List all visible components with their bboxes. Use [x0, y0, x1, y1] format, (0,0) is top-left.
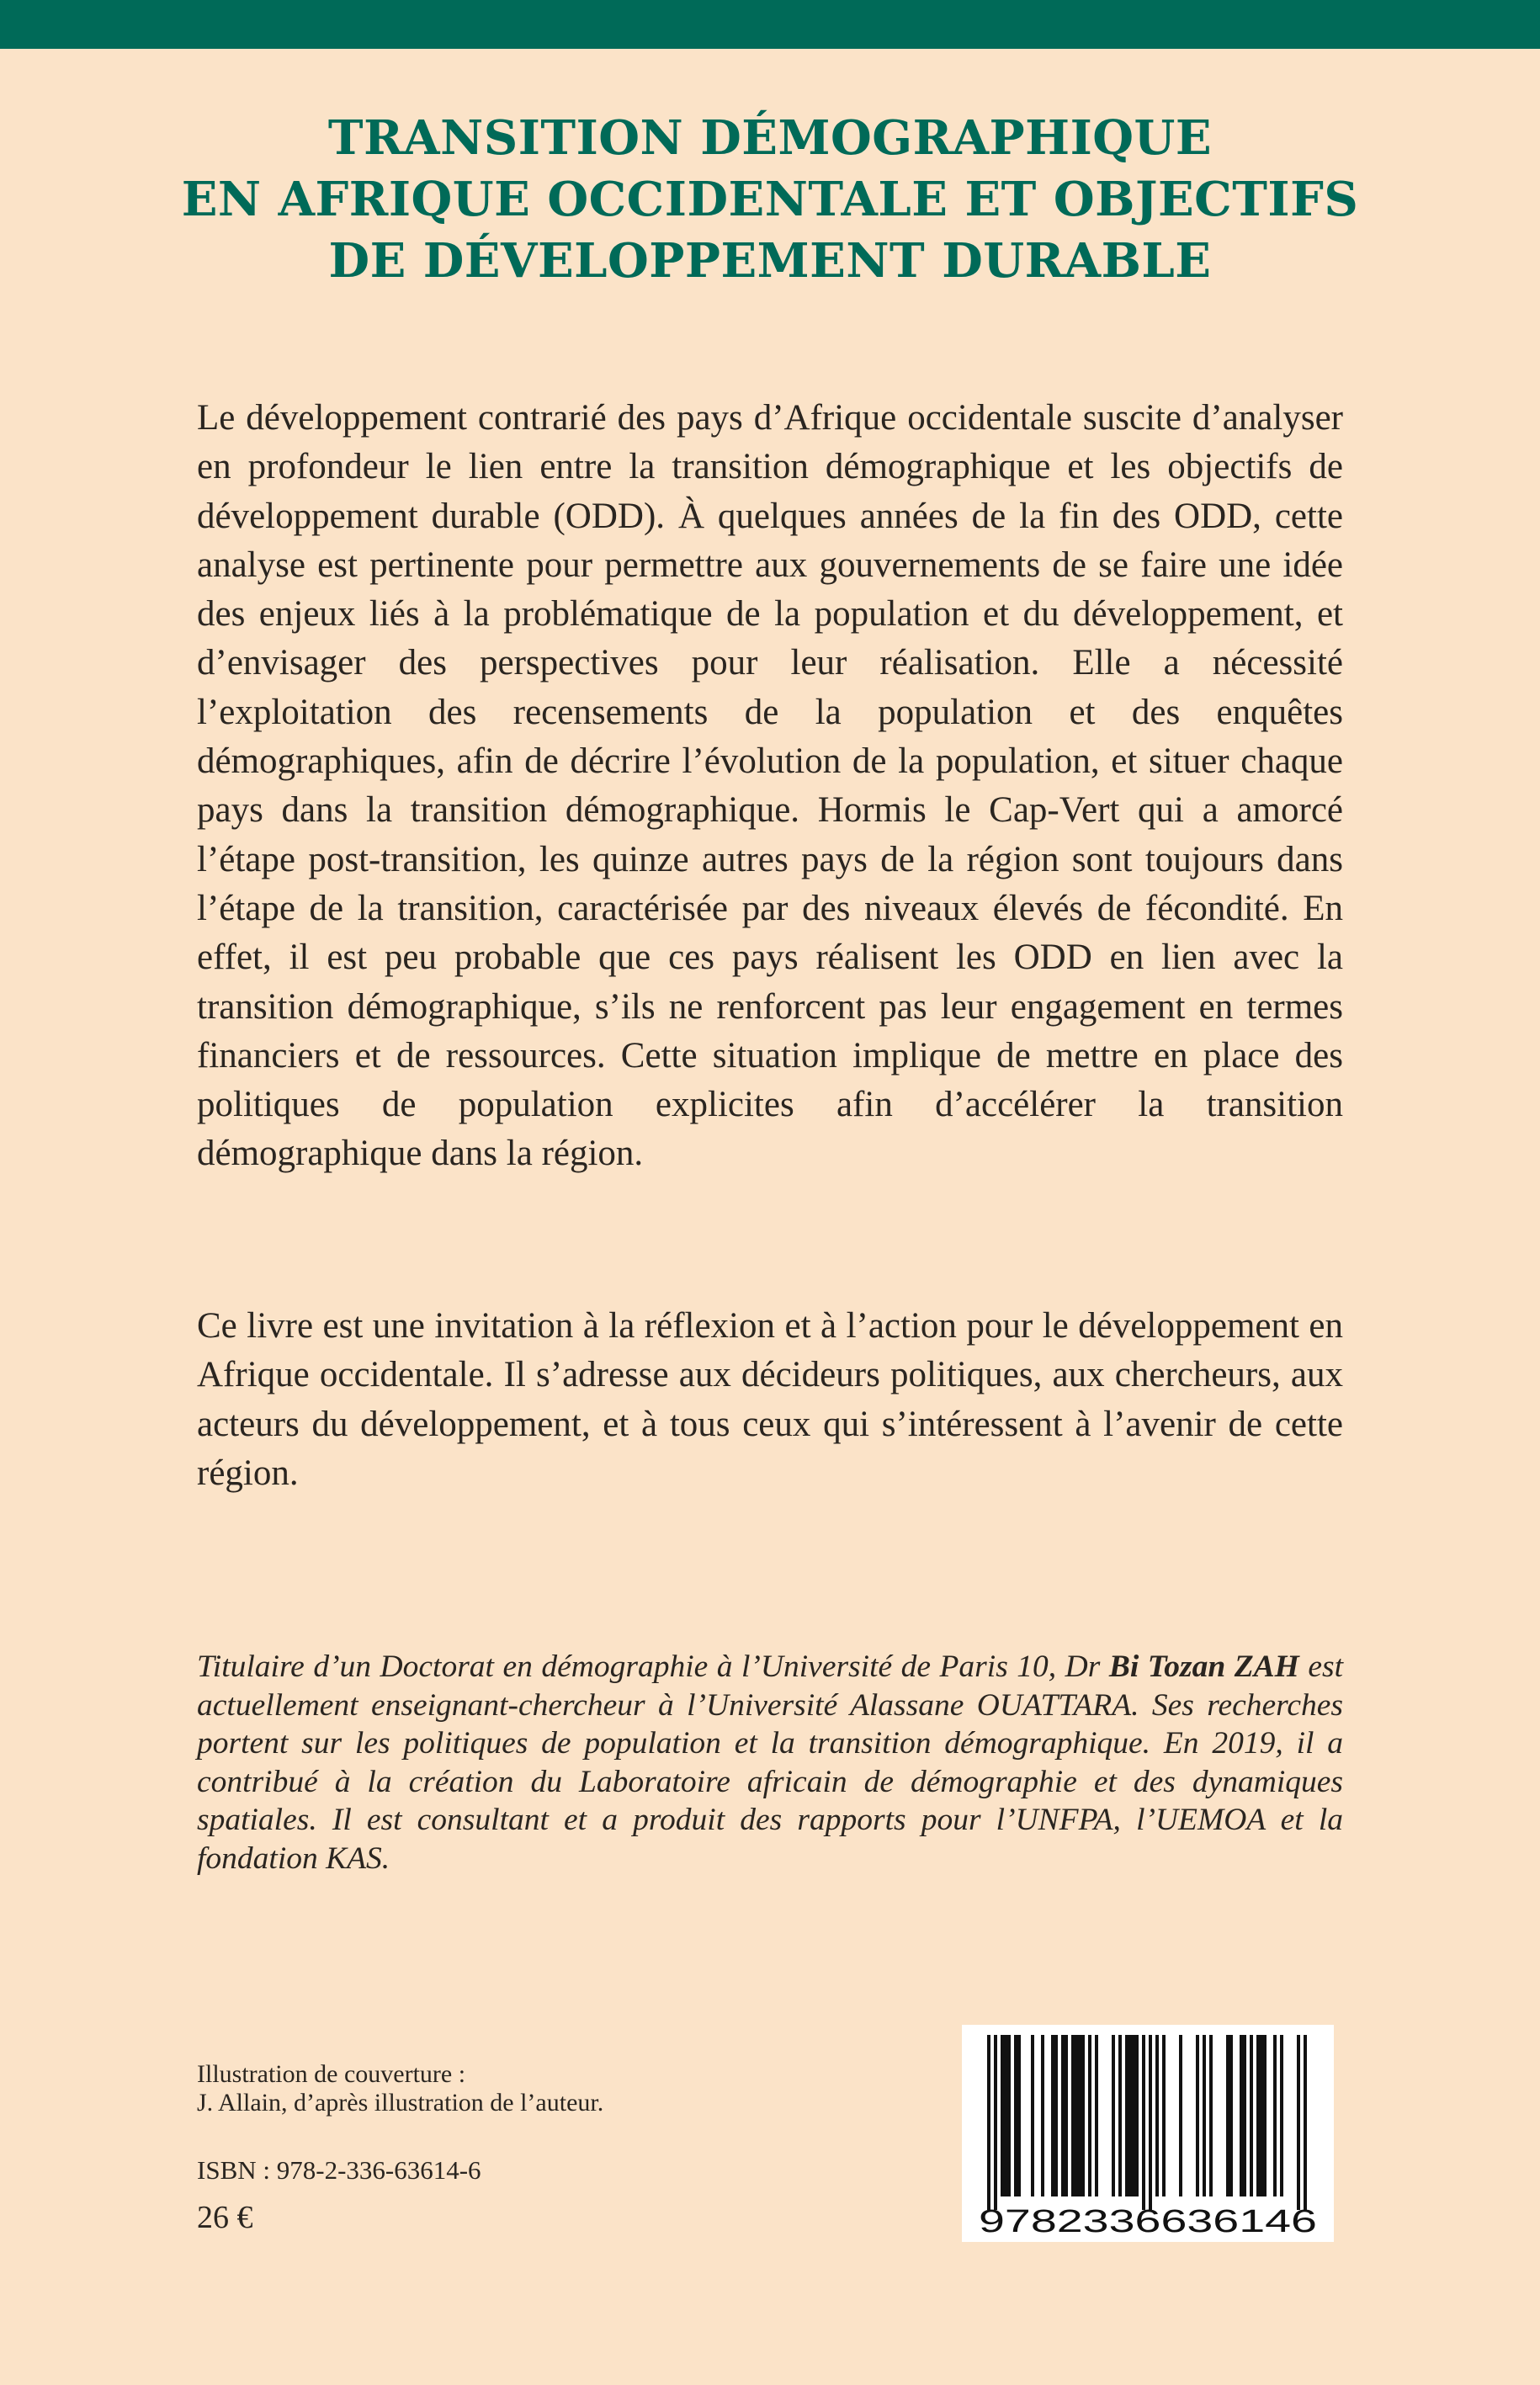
barcode-bar — [1014, 2035, 1017, 2196]
bio-rest: est actuellement enseignant-chercheur à l’Université Alassane OUATTARA. Ses recherches portent sur les politiques de population et la transition démographique. En 2019, il a contribué à la création du Laboratoire africain de démographie et des dynamiques spatiales. Il est consultant et a produit des rapports pour l’UNFPA, l’UEMOA et la fondation KAS. — [197, 1649, 1343, 1876]
book-title — [84, 108, 1456, 292]
barcode-bar — [1017, 2035, 1021, 2196]
illustration-credits — [197, 2060, 603, 2117]
barcode-bar — [1041, 2035, 1044, 2196]
barcode-bar — [1004, 2035, 1007, 2196]
barcode-bar — [1250, 2035, 1253, 2196]
barcode-bar — [1203, 2035, 1206, 2196]
barcode-bar — [1209, 2035, 1213, 2196]
barcode-bar — [1031, 2035, 1034, 2196]
barcode-bar — [1135, 2035, 1139, 2196]
barcode-bar — [1071, 2035, 1075, 2196]
barcode-bar — [1240, 2035, 1243, 2196]
barcode-graphic — [962, 2025, 1334, 2242]
barcode-bar — [1273, 2035, 1277, 2196]
summary-paragraph-2: Ce livre est une invitation à la réflexion et à l’action pour le développement en Afrique occidentale. Il s’adresse aux décideurs politiques, aux chercheurs, aux acteurs du développement, et à tous ceux qui s’intéressent à l’avenir de cette région. — [197, 1306, 1343, 1493]
barcode-bar — [994, 2035, 997, 2210]
summary-paragraph-1: Le développement contrarié des pays d’Afrique occidentale suscite d’analyser en profondeur le lien entre la transition démographique et les objectifs de développement durable (ODD). À quelques années de la fin des ODD, cette analyse est pertinente pour permettre aux gouvernements de se faire une idée des enjeux liés à la problématique de la population et du développement, et d’envisager des perspectives pour leur réalisation. Elle a nécessité l’exploitation des recensements de la population et des enquêtes démographiques, afin de décrire l’évolution de la population, et situer chaque pays dans la transition démographique. Hormis le Cap-Vert qui a amorcé l’étape post-transition, les quinze autres pays de la région sont toujours dans l’étape de la transition, caractérisée par des niveaux élevés de fécondité. En effet, il est peu probable que ces pays réalisent les ODD en lien avec la transition démographique, s’ils ne renforcent pas leur engagement en termes financiers et de ressources. Cette situation implique de mettre en place des politiques de population explicites afin d’accélérer la transition démographique dans la région. — [197, 398, 1343, 1174]
barcode-bar — [1162, 2035, 1166, 2196]
barcode-bar — [1155, 2035, 1159, 2196]
title-line-3: DE DÉVELOPPEMENT DURABLE — [328, 233, 1212, 289]
barcode-bar — [1088, 2035, 1091, 2196]
isbn-barcode — [962, 2025, 1334, 2242]
barcode-bar — [1304, 2035, 1307, 2210]
barcode-bar — [1081, 2035, 1085, 2196]
title-line-1: TRANSITION DÉMOGRAPHIQUE — [327, 110, 1213, 166]
barcode-bar — [1078, 2035, 1081, 2196]
title-line-2: EN AFRIQUE OCCIDENTALE ET OBJECTIFS — [181, 172, 1359, 227]
barcode-bar — [1054, 2035, 1058, 2196]
barcode-bar — [1229, 2035, 1233, 2196]
barcode-bar — [1196, 2035, 1199, 2196]
barcode-bar — [1112, 2035, 1115, 2196]
barcode-bar — [1142, 2035, 1145, 2210]
barcode-bar — [1149, 2035, 1152, 2210]
isbn-number: ISBN : 978-2-336-63614-6 — [197, 2155, 481, 2185]
bio-intro: Titulaire d’un Doctorat en démographie à l’Université de Paris 10, Dr — [197, 1649, 1109, 1684]
barcode-bar — [1260, 2035, 1263, 2196]
barcode-bar — [1256, 2035, 1260, 2196]
barcode-bar — [1065, 2035, 1068, 2196]
barcode-bar — [1226, 2035, 1229, 2196]
barcode-bar — [1128, 2035, 1132, 2196]
barcode-bar — [1095, 2035, 1098, 2196]
top-color-band — [0, 0, 1540, 49]
barcode-bar — [1061, 2035, 1065, 2196]
barcode-bar — [1007, 2035, 1011, 2196]
price: 26 € — [197, 2200, 253, 2235]
illustration-label: Illustration de couverture : — [197, 2060, 466, 2088]
barcode-bar — [1001, 2035, 1004, 2196]
barcode-digits: 9782336636146 — [979, 2204, 1317, 2239]
barcode-bar — [987, 2035, 990, 2210]
barcode-bar — [1243, 2035, 1246, 2196]
barcode-bar — [1263, 2035, 1267, 2196]
barcode-bar — [1132, 2035, 1135, 2196]
illustration-credit: J. Allain, d’après illustration de l’auteur. — [197, 2089, 604, 2117]
barcode-bar — [1297, 2035, 1300, 2210]
barcode-bar — [1179, 2035, 1182, 2196]
author-bio — [197, 1648, 1343, 1878]
author-name: Bi Tozan ZAH — [1108, 1649, 1299, 1684]
barcode-bar — [1075, 2035, 1078, 2196]
barcode-bar — [1125, 2035, 1128, 2196]
barcode-bar — [1118, 2035, 1122, 2196]
barcode-bar — [1280, 2035, 1283, 2196]
barcode-bar — [1051, 2035, 1054, 2196]
